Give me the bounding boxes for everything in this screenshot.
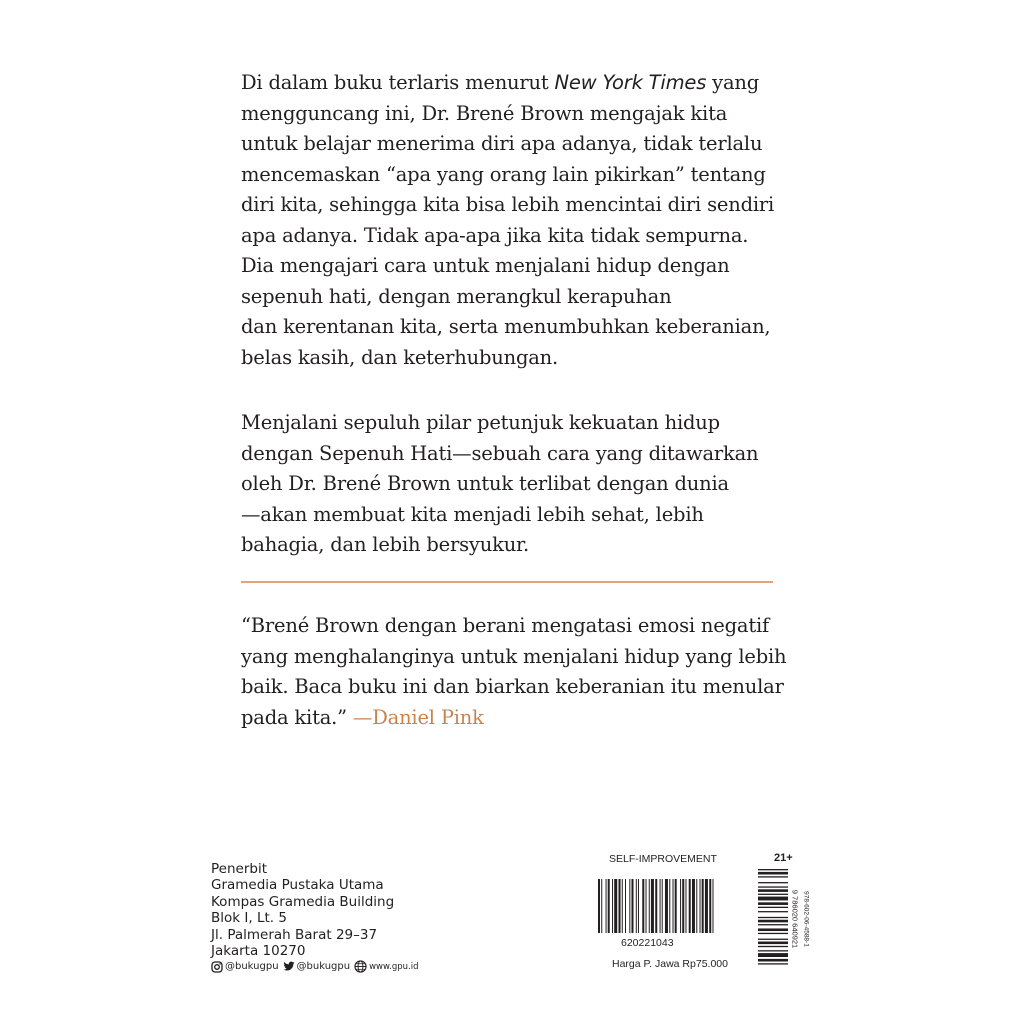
quote-line: “Brené Brown dengan berani mengatasi emosi negatif [241, 614, 770, 637]
quote-line: yang menghalanginya untuk menjalani hidup yang lebih [241, 644, 787, 668]
publisher-line: Gramedia Pustaka Utama [211, 877, 384, 894]
price-label: Harga P. Jawa Rp75.000 [612, 958, 728, 970]
barcode-bar [692, 879, 695, 933]
divider-rule [241, 581, 773, 583]
barcode-bar [700, 879, 701, 933]
barcode-bar [631, 879, 633, 933]
isbn-bar [758, 946, 788, 947]
barcode-bar [606, 879, 607, 933]
barcode-bar [598, 879, 600, 933]
isbn-bar [758, 911, 788, 912]
barcode-bar [669, 879, 670, 933]
barcode-bar [680, 879, 681, 933]
barcode-bar [675, 879, 677, 933]
barcode-number: 620221043 [621, 937, 674, 949]
blurb-line: oleh Dr. Brené Brown untuk terlibat dengan dunia [241, 472, 729, 495]
blurb-line: Dia mengajari cara untuk menjalani hidup dengan [241, 254, 730, 277]
blurb-line: apa adanya. Tidak apa-apa jika kita tidak sempurna. [241, 223, 749, 247]
instagram-label: @bukugpu [225, 961, 279, 972]
barcode-bar [622, 879, 623, 933]
price-barcode [598, 879, 755, 933]
isbn-bar [758, 886, 788, 887]
isbn-label-wrap [802, 869, 810, 969]
endorsement-quote [241, 611, 801, 733]
barcode-bar [649, 879, 650, 933]
blurb-line: Menjalani sepuluh pilar petunjuk kekuatan hidup [241, 411, 720, 434]
barcode-bar [709, 879, 711, 933]
isbn-bar [758, 942, 788, 945]
instagram-handle [211, 961, 279, 973]
twitter-handle [283, 961, 351, 972]
globe-icon [354, 960, 367, 973]
publisher-line: Penerbit [211, 861, 267, 877]
isbn-bar [758, 928, 788, 931]
barcode-bar [629, 879, 630, 933]
isbn-bar [758, 953, 788, 957]
isbn-bar [758, 902, 788, 905]
publisher-line: Jakarta 10270 [211, 943, 306, 960]
isbn-digits-wrap [788, 869, 802, 969]
isbn-bar [758, 897, 788, 901]
isbn-digits: 9 786020 640921 [790, 889, 800, 949]
barcode-bar [696, 879, 697, 933]
blurb-line: mengguncang ini, Dr. Brené Brown mengajak kita [241, 101, 728, 125]
barcode-bar [712, 879, 713, 933]
publisher-line: Jl. Palmerah Barat 29–37 [211, 926, 378, 943]
newspaper-title: New York Times [554, 71, 707, 94]
blurb-line: dengan Sepenuh Hati—sebuah cara yang ditawarkan [241, 441, 759, 465]
barcode-bar [651, 879, 654, 933]
quote-text: pada kita.” [241, 705, 353, 729]
barcode-bar [682, 879, 684, 933]
twitter-icon [283, 961, 295, 972]
barcode-bar [614, 879, 617, 933]
quote-line [241, 703, 801, 734]
isbn-bar [758, 882, 788, 883]
social-links [211, 960, 423, 973]
isbn-bar [758, 959, 788, 962]
isbn-label: 978-602-06-4588-1 [802, 891, 810, 947]
blurb-line: untuk belajar menerima diri apa adanya, tidak terlalu [241, 132, 763, 155]
isbn-block [758, 869, 810, 969]
instagram-icon [211, 961, 223, 973]
barcode-bar [608, 879, 610, 933]
blurb-line: sepenuh hati, dengan merangkul kerapuhan [241, 284, 672, 308]
isbn-bar [758, 950, 788, 951]
isbn-barcode [758, 869, 788, 969]
website-link [354, 960, 418, 973]
isbn-bar [758, 933, 788, 934]
isbn-bar [758, 889, 788, 892]
isbn-bar [758, 869, 788, 870]
barcode-bar [655, 879, 657, 933]
blurb-text: Di dalam buku terlaris menurut [241, 71, 555, 94]
barcode-bar [619, 879, 621, 933]
barcode-bar [660, 879, 661, 933]
website-label: www.gpu.id [369, 961, 419, 972]
isbn-bar [758, 907, 788, 908]
barcode-bar [705, 879, 708, 933]
barcode-bar [642, 879, 644, 933]
age-rating: 21+ [774, 852, 793, 864]
publisher-info [211, 861, 471, 959]
isbn-bar [758, 963, 788, 964]
blurb-line [241, 68, 801, 99]
blurb-line: bahagia, dan lebih bersyukur. [241, 533, 530, 556]
barcode-bar [662, 879, 663, 933]
quote-attribution: —Daniel Pink [352, 705, 484, 729]
blurb-line: diri kita, sehingga kita bisa lebih mencintai diri sendiri [241, 193, 775, 216]
blurb-line: belas kasih, dan keterhubungan. [241, 345, 559, 369]
isbn-bar [758, 872, 788, 875]
isbn-bar [758, 920, 788, 923]
publisher-line: Kompas Gramedia Building [211, 893, 395, 910]
publisher-line: Blok I, Lt. 5 [211, 910, 287, 927]
barcode-bar [646, 879, 647, 933]
barcode-bar [665, 879, 668, 933]
barcode-bar [638, 879, 639, 933]
blurb-paragraph-2 [241, 408, 801, 561]
blurb-line: mencemaskan “apa yang orang lain pikirkan” tentang [241, 162, 766, 186]
isbn-bar [758, 917, 788, 918]
barcode-bar [689, 879, 691, 933]
barcode-bar [625, 879, 626, 933]
blurb-line: —akan membuat kita menjadi lebih sehat, lebih [241, 502, 704, 526]
isbn-bar [758, 924, 788, 925]
book-category: SELF-IMPROVEMENT [609, 853, 717, 865]
barcode-bar [601, 879, 602, 933]
isbn-bar [758, 939, 788, 940]
isbn-bar [758, 894, 788, 895]
barcode-bar [685, 879, 686, 933]
barcode-bar [636, 879, 637, 933]
barcode-bar [612, 879, 613, 933]
twitter-label: @bukugpu [296, 961, 351, 972]
isbn-bar [758, 876, 788, 877]
blurb-paragraph-1 [241, 68, 801, 373]
barcode-bar [702, 879, 704, 933]
quote-line: baik. Baca buku ini dan biarkan keberanian itu menular [241, 675, 784, 698]
blurb-line: dan kerentanan kita, serta menumbuhkan keberanian, [241, 315, 771, 338]
barcode-bar [673, 879, 674, 933]
blurb-text: yang [706, 71, 760, 94]
